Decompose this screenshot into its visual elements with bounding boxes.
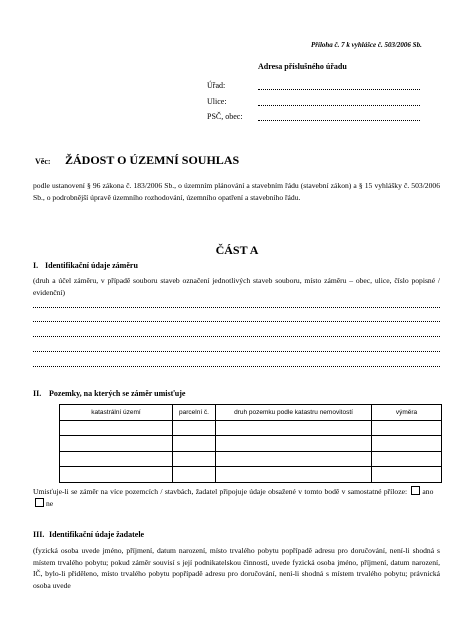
table-cell[interactable] bbox=[372, 467, 442, 483]
section-2-title: Pozemky, na kterých se záměr umisťuje bbox=[49, 389, 186, 398]
column-header: druh pozemku podle katastru nemovitostí bbox=[216, 405, 372, 421]
attachment-yes-label: ano bbox=[422, 487, 434, 496]
table-cell[interactable] bbox=[173, 451, 216, 467]
postcode-field-label: PSČ, obec: bbox=[207, 112, 243, 121]
table-cell[interactable] bbox=[60, 420, 173, 436]
section-3-number: III. bbox=[33, 530, 45, 539]
section-1-number: I. bbox=[33, 261, 39, 270]
table-cell[interactable] bbox=[216, 467, 372, 483]
attachment-yes-checkbox[interactable] bbox=[411, 486, 420, 495]
office-address-title: Adresa příslušného úřadu bbox=[258, 62, 347, 71]
table-cell[interactable] bbox=[60, 451, 173, 467]
table-row bbox=[60, 451, 442, 467]
document-title: ŽÁDOST O ÚZEMNÍ SOUHLAS bbox=[65, 153, 240, 167]
attachment-no-checkbox[interactable] bbox=[35, 498, 44, 507]
section-3-note: (fyzická osoba uvede jméno, příjmení, datum narození, místo trvalého pobytu popřípadě adresu pro doručování, není-li shodná s místem trvalého pobytu; pokud záměr souvisí s její podnikatelskou činností, uvede fyzická osoba jméno, příjmení, datum narození, IČ, bylo-li přiděleno, místo trvalého pobytu popřípadě adresu pro doručování, není-li shodná s místem trvalého pobytu; právnická osoba uvede bbox=[33, 546, 440, 591]
office-field-input[interactable] bbox=[258, 81, 420, 90]
postcode-field-input[interactable] bbox=[258, 112, 420, 121]
section-1-heading bbox=[33, 261, 138, 270]
table-row bbox=[60, 436, 442, 452]
section-2-number: II. bbox=[33, 389, 42, 398]
project-line-2[interactable] bbox=[33, 321, 440, 323]
section-3-title: Identifikační údaje žadatele bbox=[49, 530, 145, 539]
table-row bbox=[60, 420, 442, 436]
table-cell[interactable] bbox=[372, 420, 442, 436]
column-header: výměra bbox=[372, 405, 442, 421]
part-title: ČÁST A bbox=[215, 243, 259, 257]
section-1-note: (druh a účel záměru, v případě souboru staveb označení jednotlivých staveb souboru, místo záměru – obec, ulice, číslo popisné / evidenční) bbox=[33, 276, 440, 297]
table-cell[interactable] bbox=[173, 467, 216, 483]
table-cell[interactable] bbox=[60, 467, 173, 483]
section-1-title: Identifikační údaje záměru bbox=[45, 261, 138, 270]
table-cell[interactable] bbox=[372, 451, 442, 467]
table-cell[interactable] bbox=[173, 436, 216, 452]
project-line-1[interactable] bbox=[33, 307, 440, 309]
table-row bbox=[60, 467, 442, 483]
table-cell[interactable] bbox=[216, 420, 372, 436]
land-table bbox=[59, 404, 442, 483]
table-cell[interactable] bbox=[173, 420, 216, 436]
project-line-3[interactable] bbox=[33, 336, 440, 338]
section-2-heading bbox=[33, 389, 185, 398]
attachment-note-text: Umisťuje-li se záměr na více pozemcích / stavbách, žadatel připojuje údaje obsažené v tomto bodě v samostatné příloze: bbox=[33, 487, 408, 496]
table-cell[interactable] bbox=[60, 436, 173, 452]
intro-paragraph: podle ustanovení § 96 zákona č. 183/2006 Sb., o územním plánování a stavebním řádu (stavební zákon) a § 15 vyhlášky č. 503/2006 Sb., o podrobnější úpravě územního rozhodování, územního opatření a stavebního řádu. bbox=[33, 181, 440, 202]
table-header-row bbox=[60, 405, 442, 421]
attachment-note bbox=[33, 486, 440, 509]
attachment-no-label: ne bbox=[46, 498, 54, 508]
project-line-5[interactable] bbox=[33, 366, 440, 368]
column-header: katastrální území bbox=[60, 405, 173, 421]
office-field-label: Úřad: bbox=[207, 81, 226, 90]
project-line-4[interactable] bbox=[33, 351, 440, 353]
table-cell[interactable] bbox=[372, 436, 442, 452]
table-cell[interactable] bbox=[216, 451, 372, 467]
subject-label: Věc: bbox=[35, 157, 51, 166]
form-reference: Příloha č. 7 k vyhlášce č. 503/2006 Sb. bbox=[311, 41, 422, 49]
column-header: parcelní č. bbox=[173, 405, 216, 421]
street-field-label: Ulice: bbox=[207, 97, 227, 106]
table-cell[interactable] bbox=[216, 436, 372, 452]
street-field-input[interactable] bbox=[258, 97, 420, 106]
section-3-heading bbox=[33, 530, 144, 539]
